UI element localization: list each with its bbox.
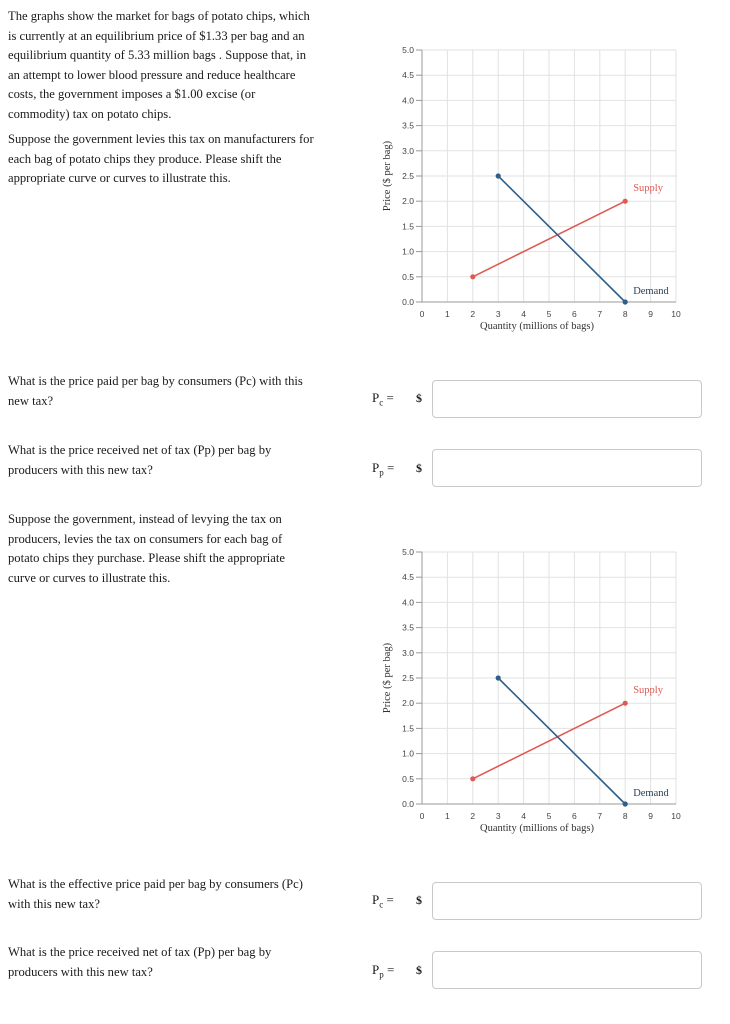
- dollar-sign: $: [416, 893, 422, 907]
- demand-endpoint: [496, 173, 501, 178]
- y-tick-label: 2.0: [402, 196, 414, 207]
- x-tick-label: 6: [572, 309, 577, 319]
- x-tick-label: 2: [470, 811, 476, 821]
- y-tick-label: 1.5: [402, 723, 414, 734]
- demand-curve: [498, 176, 625, 302]
- instruction-line: Suppose the government levies this tax on manufacturers for: [8, 132, 314, 146]
- intro-line: is currently at an equilibrium price of $1.33 per bag and an: [8, 28, 305, 43]
- question-line: What is the price paid per bag by consumers (Pc) with this: [8, 374, 303, 388]
- supply-label: Supply: [633, 183, 663, 195]
- intro-line: The graphs show the market for bags of potato chips, which: [8, 9, 310, 23]
- supply-endpoint: [470, 274, 475, 279]
- demand-endpoint: [623, 299, 628, 304]
- y-tick-label: 3.5: [402, 120, 414, 131]
- x-tick-label: 4: [521, 811, 526, 821]
- intro-line: an attempt to lower blood pressure and reduce healthcare: [8, 67, 296, 82]
- pp-var: P: [372, 962, 380, 977]
- question-producer-price-1: [8, 440, 338, 480]
- x-tick-label: 7: [597, 309, 603, 319]
- dollar-sign: $: [416, 963, 422, 977]
- x-tick-label: 10: [671, 811, 681, 821]
- y-tick-label: 3.0: [402, 145, 414, 156]
- x-axis-title: Quantity (millions of bags): [479, 321, 595, 332]
- y-tick-label: 5.0: [402, 45, 414, 55]
- pp-var: P: [372, 460, 380, 475]
- question-line: What is the price received net of tax (Pp) per bag by: [8, 945, 272, 959]
- y-tick-label: 2.5: [402, 171, 414, 181]
- pc-sub: c: [379, 397, 384, 408]
- x-tick-label: 5: [546, 811, 552, 821]
- y-tick-label: 0.5: [402, 773, 414, 784]
- pc-sub: c: [379, 899, 384, 910]
- instruction-line: producers, levies the tax on consumers for each bag of: [8, 531, 283, 546]
- x-tick-label: 3: [495, 309, 501, 319]
- y-tick-label: 4.5: [402, 572, 414, 583]
- producer-price-input-1[interactable]: [432, 449, 702, 487]
- y-axis-title: Price ($ per bag): [382, 140, 393, 212]
- question-line: with this new tax?: [8, 897, 100, 911]
- market-chart-consumer-tax[interactable]: [0, 532, 730, 877]
- x-tick-label: 3: [495, 811, 501, 821]
- instruction-line: each bag of potato chips they produce. Please shift the: [8, 151, 282, 166]
- pc-var: P: [372, 892, 380, 907]
- y-tick-label: 0.0: [402, 297, 414, 307]
- question-consumer-price-2: [8, 874, 338, 914]
- x-tick-label: 9: [648, 309, 653, 319]
- y-tick-label: 1.0: [402, 246, 414, 257]
- y-tick-label: 3.0: [402, 647, 414, 658]
- consumer-price-input-1[interactable]: [432, 380, 702, 418]
- demand-label: Demand: [633, 286, 669, 297]
- pp-sub: p: [379, 969, 384, 980]
- question-line: What is the effective price paid per bag by consumers (Pc): [8, 877, 303, 891]
- x-tick-label: 0: [419, 309, 425, 319]
- pp-eq: =: [386, 962, 395, 977]
- y-tick-label: 2.0: [402, 698, 414, 709]
- pc-label-1: [372, 390, 394, 408]
- y-tick-label: 4.5: [402, 70, 414, 81]
- dollar-sign: $: [416, 461, 422, 475]
- y-tick-label: 4.0: [402, 95, 414, 106]
- x-tick-label: 6: [572, 811, 577, 821]
- question-line: producers with this new tax?: [8, 965, 153, 979]
- intro-line: commodity) tax on potato chips.: [8, 106, 172, 121]
- pc-label-2: [372, 892, 394, 910]
- x-tick-label: 8: [622, 811, 628, 821]
- consumer-price-input-2[interactable]: [432, 882, 702, 920]
- market-chart-producer-tax[interactable]: [0, 30, 730, 375]
- y-tick-label: 1.0: [402, 748, 414, 759]
- producer-price-input-2[interactable]: [432, 951, 702, 989]
- x-tick-label: 5: [546, 309, 552, 319]
- x-tick-label: 8: [622, 309, 628, 319]
- intro-line: costs, the government imposes a $1.00 excise (or: [8, 87, 256, 102]
- y-tick-label: 0.0: [402, 799, 414, 809]
- pp-label-2: [372, 962, 394, 980]
- x-tick-label: 1: [445, 811, 450, 821]
- x-tick-label: 1: [445, 309, 450, 319]
- question-line: new tax?: [8, 394, 54, 408]
- y-tick-label: 3.5: [402, 622, 414, 633]
- demand-curve: [498, 678, 625, 804]
- pp-label-1: [372, 460, 394, 478]
- instruction-line: Suppose the government, instead of levying the tax on: [8, 512, 282, 526]
- x-tick-label: 9: [648, 811, 653, 821]
- instruction-line: curve or curves to illustrate this.: [8, 570, 171, 585]
- x-tick-label: 2: [470, 309, 476, 319]
- y-tick-label: 2.5: [402, 673, 414, 683]
- pp-sub: p: [379, 467, 384, 478]
- question-line: What is the price received net of tax (Pp) per bag by: [8, 443, 272, 457]
- y-tick-label: 4.0: [402, 597, 414, 608]
- pc-eq: =: [386, 892, 394, 907]
- intro-line: equilibrium quantity of 5.33 million bags . Suppose that, in: [8, 48, 307, 63]
- demand-endpoint: [623, 801, 628, 806]
- demand-endpoint: [496, 675, 501, 680]
- supply-endpoint: [623, 701, 628, 706]
- instruction-line: potato chips they purchase. Please shift the appropriate: [8, 551, 285, 566]
- supply-label: Supply: [633, 685, 663, 697]
- pp-eq: =: [386, 460, 395, 475]
- pc-eq: =: [386, 390, 394, 405]
- x-tick-label: 4: [521, 309, 526, 319]
- y-axis-title: Price ($ per bag): [382, 642, 393, 714]
- question-line: producers with this new tax?: [8, 463, 153, 477]
- x-tick-label: 7: [597, 811, 603, 821]
- demand-label: Demand: [633, 788, 669, 799]
- pc-var: P: [372, 390, 380, 405]
- x-tick-label: 10: [671, 309, 681, 319]
- y-tick-label: 5.0: [402, 547, 414, 557]
- x-tick-label: 0: [419, 811, 425, 821]
- instruction-line: appropriate curve or curves to illustrate this.: [8, 171, 231, 186]
- y-tick-label: 0.5: [402, 271, 414, 282]
- question-consumer-price-1: [8, 371, 338, 411]
- dollar-sign: $: [416, 391, 422, 405]
- supply-endpoint: [470, 776, 475, 781]
- y-tick-label: 1.5: [402, 221, 414, 232]
- supply-endpoint: [623, 199, 628, 204]
- x-axis-title: Quantity (millions of bags): [479, 823, 595, 834]
- question-producer-price-2: [8, 942, 338, 982]
